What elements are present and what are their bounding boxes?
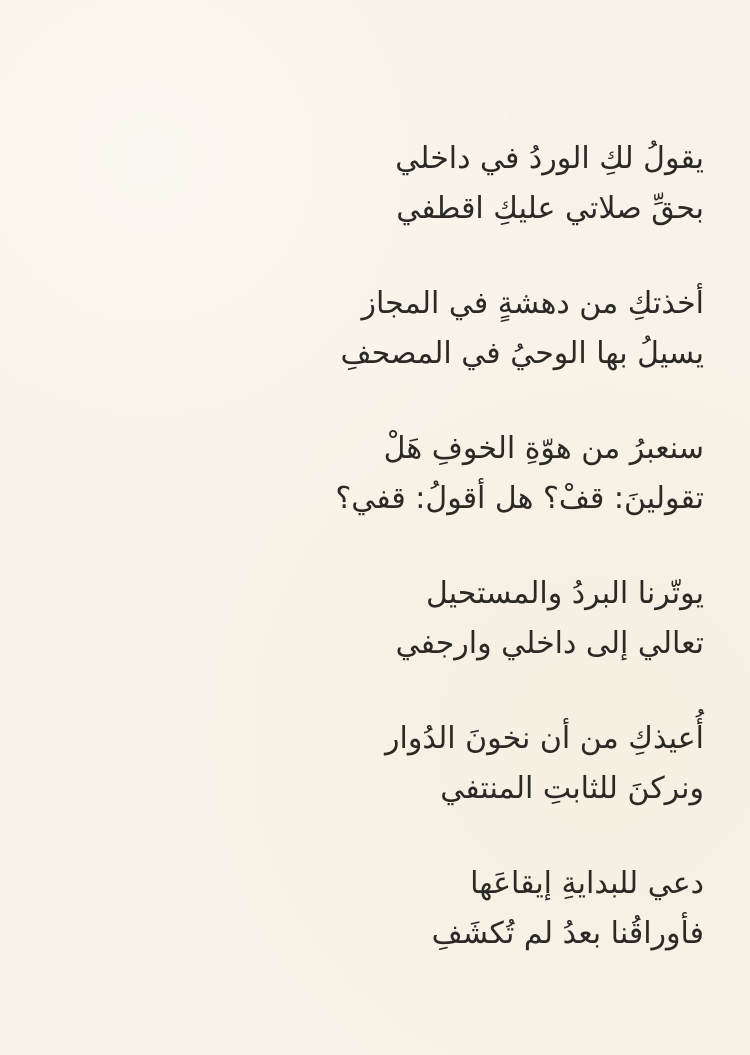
stanza-5 — [284, 714, 704, 814]
poem-line: أخذتكِ من دهشةٍ في المجاز — [361, 286, 704, 321]
poem-line: يسيلُ بها الوحيُ في المصحفِ — [340, 336, 704, 371]
stanza-6 — [284, 859, 704, 959]
poem-line: تقولينَ: قفْ؟ هل أقولُ: قفي؟ — [335, 481, 704, 516]
poem-line: ونركنَ للثابتِ المنتفي — [440, 771, 704, 806]
stanza-3 — [284, 424, 704, 524]
poem-text — [284, 134, 704, 959]
poem-line: تعالي إلى داخلي وارجفي — [395, 626, 704, 661]
poem-line: فأوراقُنا بعدُ لم تُكشَفِ — [431, 916, 704, 951]
poem-line: يوتّرنا البردُ والمستحيل — [425, 576, 704, 611]
poem-line: أُعيذكِ من أن نخونَ الدُوار — [385, 721, 704, 756]
poem-line: يقولُ لكِ الوردُ في داخلي — [395, 141, 704, 176]
stanza-2 — [284, 279, 704, 379]
poem-line: سنعبرُ من هوّةِ الخوفِ هَلْ — [383, 431, 704, 466]
stanza-4 — [284, 569, 704, 669]
stanza-1 — [284, 134, 704, 234]
poem-line: بحقِّ صلاتي عليكِ اقطفي — [396, 191, 704, 226]
poem-line: دعي للبدايةِ إيقاعَها — [470, 866, 704, 901]
